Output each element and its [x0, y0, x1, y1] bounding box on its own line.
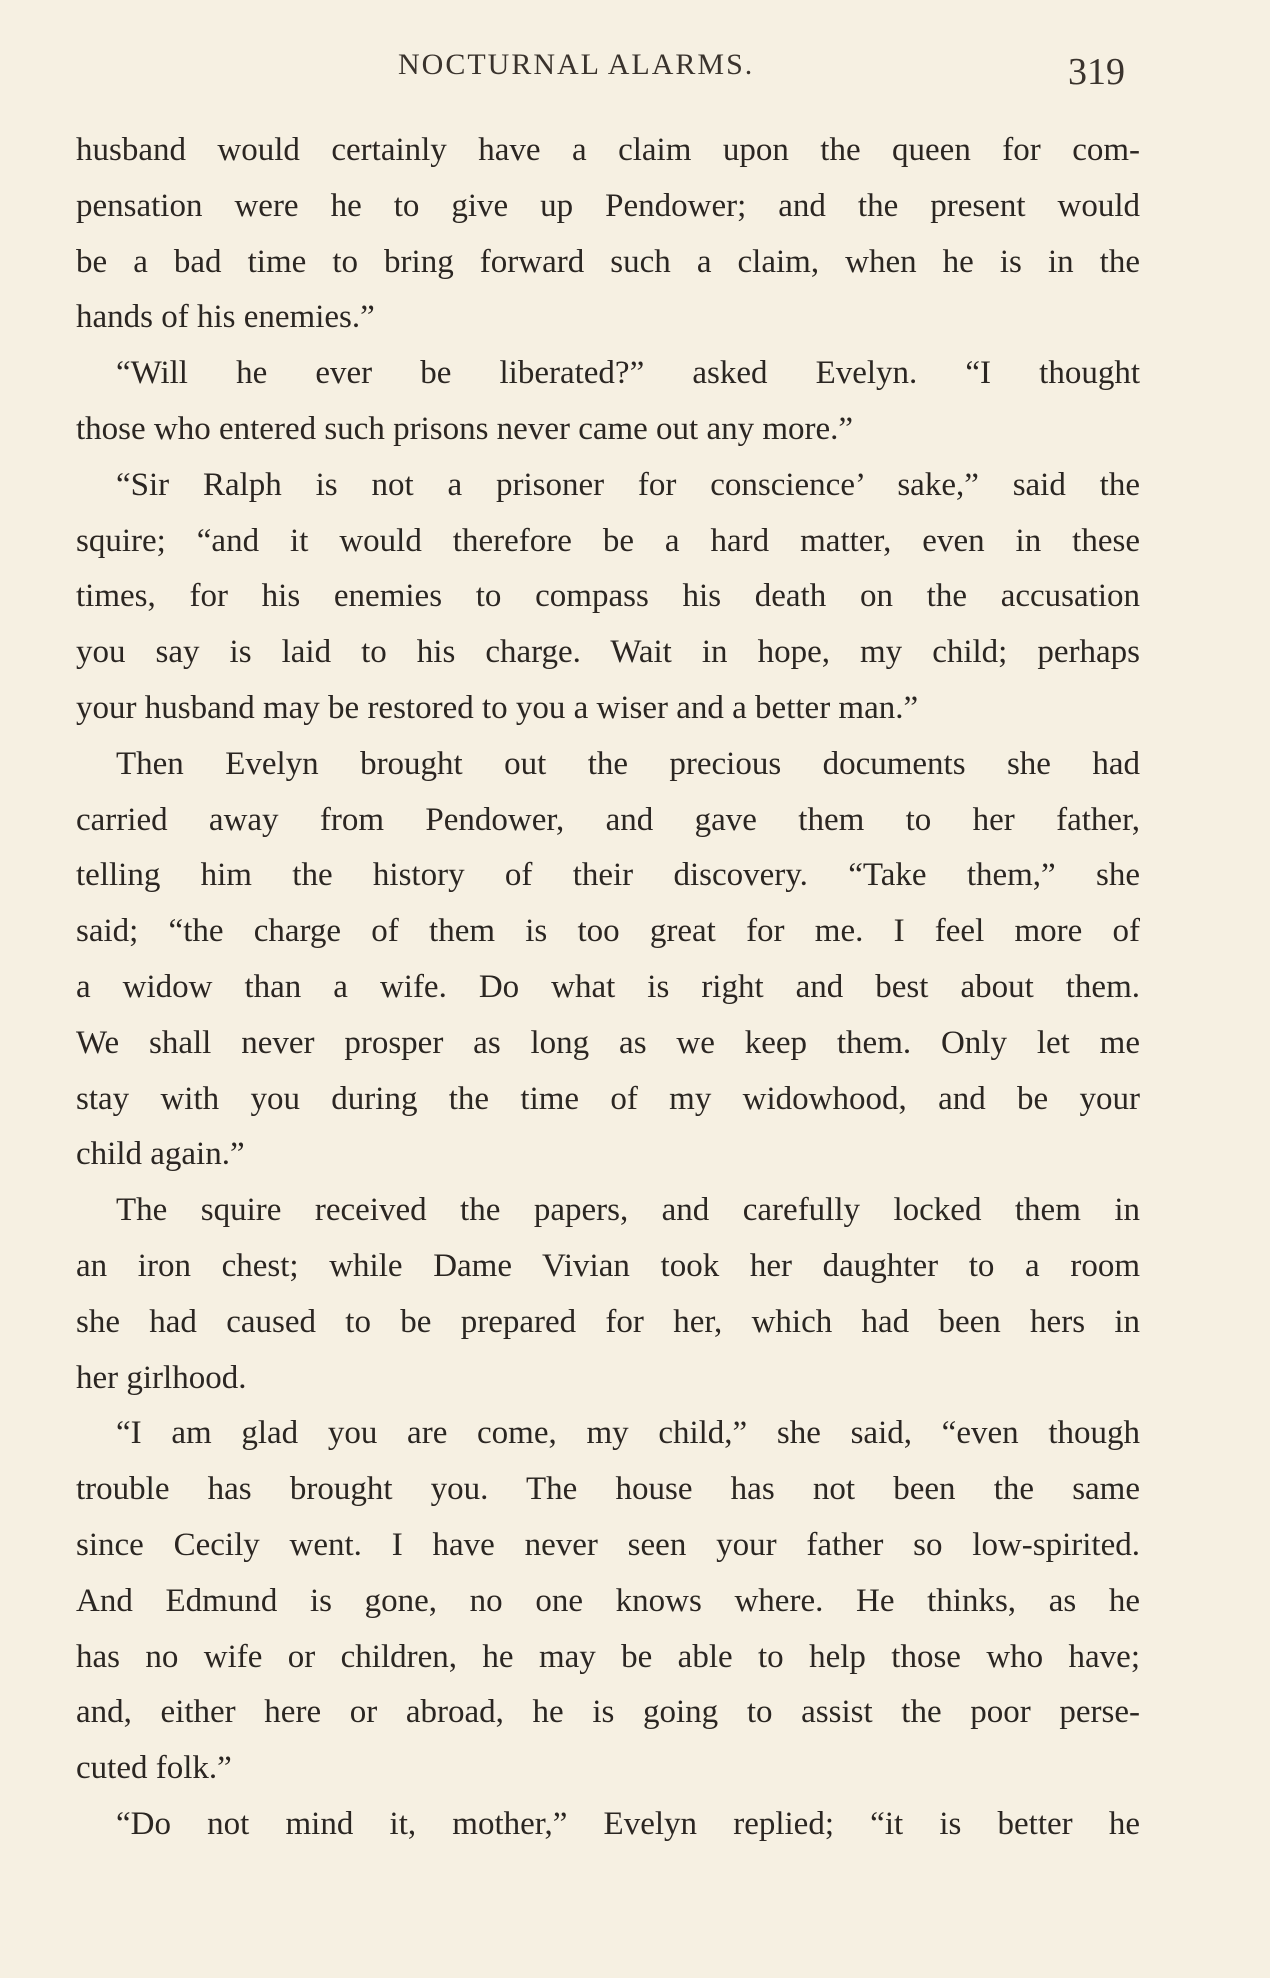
text-line: husband would certainly have a claim upon the queen for com-	[76, 132, 1140, 168]
text-line: And Edmund is gone, no one knows where. He thinks, as he	[76, 1582, 1140, 1619]
text-line: has no wife or children, he may be able to help those who have;	[76, 1638, 1140, 1675]
text-line: those who entered such prisons never came out any more.”	[76, 410, 854, 447]
text-line: an iron chest; while Dame Vivian took her daughter to a room	[76, 1247, 1140, 1284]
text-line: times, for his enemies to compass his death on the accusation	[76, 578, 1140, 615]
text-line: We shall never prosper as long as we keep them. Only let me	[76, 1024, 1140, 1061]
text-line: her girlhood.	[76, 1359, 247, 1396]
text-line: The squire received the papers, and carefully locked them in	[116, 1192, 1140, 1229]
text-line: you say is laid to his charge. Wait in hope, my child; perhaps	[76, 634, 1140, 671]
text-line: pensation were he to give up Pendower; and the present would	[76, 187, 1140, 224]
body-text	[76, 123, 1140, 1853]
text-line: carried away from Pendower, and gave them to her father,	[76, 801, 1140, 838]
text-line: “Sir Ralph is not a prisoner for conscience’ sake,” said the	[116, 466, 1140, 503]
text-line: stay with you during the time of my widowhood, and be your	[76, 1080, 1140, 1117]
text-line: “Will he ever be liberated?” asked Evelyn. “I thought	[116, 355, 1140, 392]
text-line: be a bad time to bring forward such a claim, when he is in the	[76, 243, 1140, 280]
text-line: Then Evelyn brought out the precious documents she had	[116, 745, 1140, 782]
text-line: cuted folk.”	[76, 1750, 232, 1787]
text-line: since Cecily went. I have never seen your father so low-spirited.	[76, 1526, 1140, 1563]
text-line: “Do not mind it, mother,” Evelyn replied; “it is better he	[116, 1805, 1140, 1842]
text-line: child again.”	[76, 1136, 245, 1173]
text-line: hands of his enemies.”	[76, 299, 375, 336]
text-line: telling him the history of their discovery. “Take them,” she	[76, 857, 1140, 894]
text-line: and, either here or abroad, he is going to assist the poor perse-	[76, 1694, 1140, 1731]
page-number: 319	[1068, 51, 1125, 93]
text-line: trouble has brought you. The house has not been the same	[76, 1471, 1140, 1508]
text-line: she had caused to be prepared for her, which had been hers in	[76, 1303, 1140, 1340]
text-line: your husband may be restored to you a wiser and a better man.”	[76, 689, 919, 726]
text-line: a widow than a wife. Do what is right and best about them.	[76, 968, 1140, 1005]
running-head: NOCTURNAL ALARMS.	[398, 48, 755, 81]
text-line: squire; “and it would therefore be a hard matter, even in these	[76, 522, 1140, 559]
text-line: “I am glad you are come, my child,” she said, “even though	[116, 1415, 1140, 1452]
text-line: said; “the charge of them is too great for me. I feel more of	[76, 913, 1140, 950]
